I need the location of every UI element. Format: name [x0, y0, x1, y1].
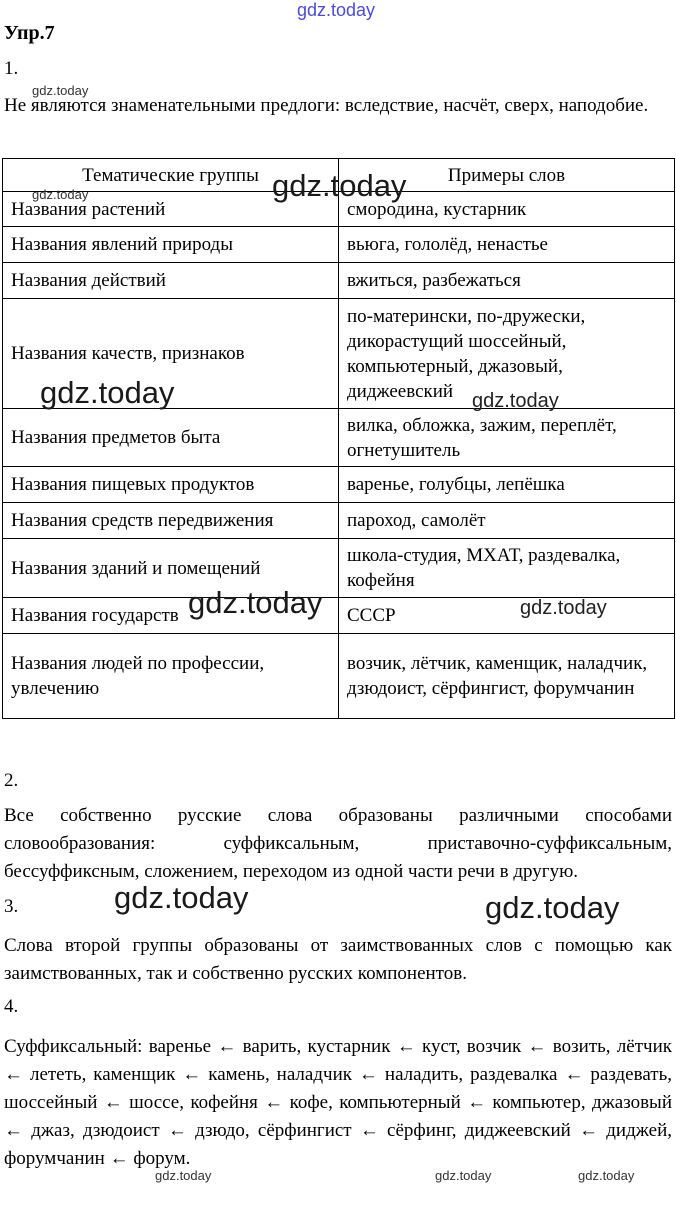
section-1-text: Не являются знаменательными предлоги: вследствие, насчёт, сверх, наподобие.: [4, 95, 649, 116]
examples-cell: возчик, лётчик, каменщик, наладчик, дзюдоист, сёрфингист, форумчанин: [339, 634, 675, 719]
section-4-number: 4.: [4, 996, 19, 1017]
section-2-text: Все собственно русские слова образованы различными способами словообразования: суффиксальным, приставочно-суффиксальным, бессуффиксным, сложением, переходом из одной части речи в другую.: [4, 805, 672, 882]
watermark-logo: gdz.today: [520, 597, 607, 619]
table-row: [3, 263, 675, 299]
group-cell: Названия действий: [3, 263, 339, 299]
table-row: [3, 409, 675, 467]
watermark-logo: gdz.today: [485, 890, 620, 925]
watermark-logo: gdz.today: [578, 1168, 635, 1183]
exercise-title: Упр.7: [4, 22, 55, 44]
table-row: [3, 634, 675, 719]
group-cell: Названия зданий и помещений: [3, 539, 339, 598]
watermark-logo: gdz.today: [114, 880, 249, 915]
examples-cell: школа-студия, МХАТ, раздевалка, кофейня: [339, 539, 675, 598]
watermark-logo: gdz.today: [40, 375, 175, 410]
header-groups: Тематические группы: [3, 159, 339, 192]
watermark-logo: gdz.today: [272, 168, 407, 203]
watermark-logo: gdz.today: [32, 187, 89, 202]
table-row: [3, 227, 675, 263]
watermark-logo: gdz.today: [472, 390, 559, 412]
watermark-logo: gdz.today: [435, 1168, 492, 1183]
examples-cell: пароход, самолёт: [339, 503, 675, 539]
examples-cell: вжиться, разбежаться: [339, 263, 675, 299]
watermark-logo: gdz.today: [155, 1168, 212, 1183]
watermark-logo: gdz.today: [297, 0, 376, 20]
section-2-number: 2.: [4, 770, 19, 791]
group-cell: Названия средств передвижения: [3, 503, 339, 539]
table-row: [3, 467, 675, 503]
examples-cell: смородина, кустарник: [339, 192, 675, 227]
group-cell: Названия государств: [3, 598, 339, 634]
table-row: [3, 539, 675, 598]
examples-cell: СССР: [339, 598, 675, 634]
thematic-groups-table: [2, 158, 675, 719]
header-examples: Примеры слов: [339, 159, 675, 192]
examples-cell: варенье, голубцы, лепёшка: [339, 467, 675, 503]
examples-cell: вьюга, гололёд, ненастье: [339, 227, 675, 263]
group-cell: Названия людей по профессии, увлечению: [3, 634, 339, 719]
section-4-text: Суффиксальный: варенье ← варить, кустарник ← куст, возчик ← возить, лётчик ← лететь, каменщик ← камень, наладчик ← наладить, раздевалка ← раздевать, шоссейный ← шоссе, кофейня ← кофе, компьютерный ← компьютер, джазовый ← джаз, дзюдоист ← дзюдо, сёрфингист ← сёрфинг, диджеевский ← диджей, форумчанин ← форум.: [4, 1036, 672, 1169]
examples-cell: по-матерински, по-дружески, дикорастущий шоссейный, компьютерный, джазовый, диджеевский: [339, 299, 675, 409]
group-cell: Названия качеств, признаков: [3, 299, 339, 409]
examples-cell: вилка, обложка, зажим, переплёт, огнетушитель: [339, 409, 675, 467]
group-cell: Названия растений: [3, 192, 339, 227]
watermark-logo: gdz.today: [32, 83, 89, 98]
table-row: [3, 503, 675, 539]
group-cell: Названия предметов быта: [3, 409, 339, 467]
section-1-number: 1.: [4, 58, 19, 79]
group-cell: Названия пищевых продуктов: [3, 467, 339, 503]
section-3-text: Слова второй группы образованы от заимствованных слов с помощью как заимствованных, так и собственно русских компонентов.: [4, 935, 672, 984]
watermark-logo: gdz.today: [188, 585, 323, 620]
section-3-number: 3.: [4, 896, 19, 917]
group-cell: Названия явлений природы: [3, 227, 339, 263]
